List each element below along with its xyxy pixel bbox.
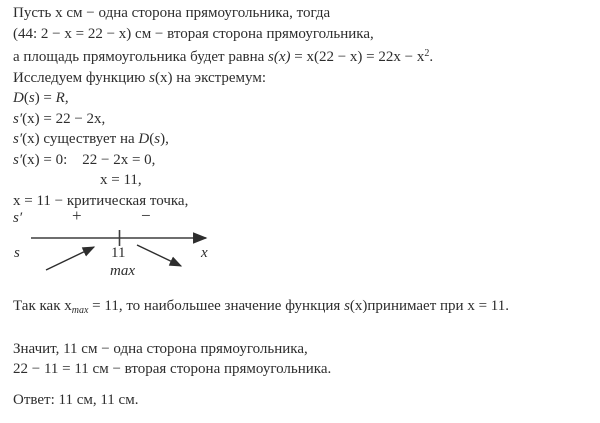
- text-segment: (x)принимает при x = 11.: [349, 298, 509, 314]
- text-line: [13, 359, 509, 380]
- text-line: [13, 170, 433, 191]
- text-segment: 22 − 2x = 0,: [82, 151, 156, 168]
- text-segment: (x) = 0:: [22, 151, 68, 168]
- math-segment: s: [154, 131, 161, 147]
- text-segment: (x) существует на: [22, 131, 139, 147]
- paragraph: [13, 390, 509, 411]
- text-segment: а площадь прямоугольника будет равна: [13, 49, 269, 65]
- math-segment: s: [344, 298, 350, 314]
- text-segment: (: [149, 131, 155, 147]
- text-segment: .: [429, 49, 434, 65]
- text-line: [13, 150, 433, 171]
- decreasing-arrow: [137, 245, 181, 266]
- math-segment: D: [13, 90, 24, 106]
- derivative-row-label: s′: [13, 210, 23, 226]
- text-segment: 22 − 11 = 11 см − вторая сторона прямоугольника.: [13, 361, 332, 377]
- text-segment: ) =: [34, 90, 56, 106]
- text-line: [13, 24, 433, 45]
- function-row-label: s: [14, 245, 20, 261]
- text-line: [13, 68, 433, 89]
- extremum-label: max: [110, 263, 135, 279]
- math-segment: s′: [13, 151, 23, 168]
- conclusion-text: [13, 296, 509, 410]
- text-segment: = x(22 − x) = 22x − x: [290, 49, 425, 65]
- increasing-arrow: [46, 247, 94, 270]
- text-line: [13, 88, 433, 109]
- text-segment: Так как x: [13, 298, 72, 314]
- text-segment: Ответ: 11 см, 11 см.: [13, 391, 139, 408]
- critical-point-value: 11: [111, 245, 126, 261]
- text-line: [13, 129, 433, 150]
- math-segment: s′: [13, 131, 23, 147]
- math-segment: R: [55, 90, 65, 106]
- text-line: [13, 44, 433, 68]
- math-segment: 2: [424, 48, 430, 59]
- math-segment: max: [71, 305, 89, 316]
- text-segment: (44: 2 − x = 22 − x) см − вторая сторона прямоугольника,: [13, 25, 374, 42]
- text-segment: Пусть x см − одна сторона прямоугольника, тогда: [13, 5, 331, 21]
- text-segment: (: [23, 90, 29, 106]
- text-segment: = 11, то наибольшее значение функция: [88, 298, 345, 314]
- math-segment: s: [28, 90, 35, 106]
- text-line: [13, 390, 509, 411]
- text-segment: ,: [64, 90, 69, 106]
- text-segment: [67, 152, 82, 168]
- plus-sign-label: +: [72, 206, 82, 225]
- math-segment: s(x): [268, 49, 291, 65]
- minus-sign-label: −: [141, 206, 151, 225]
- text-segment: (x) на экстремум:: [154, 69, 266, 86]
- text-segment: Значит, 11 см − одна сторона прямоугольника,: [13, 340, 308, 357]
- math-segment: s′: [13, 110, 23, 127]
- sign-chart-diagram: [0, 205, 240, 293]
- text-segment: (x) = 22 − 2x,: [22, 110, 106, 127]
- text-segment: x = 11,: [100, 172, 142, 188]
- axis-variable-label: x: [201, 245, 208, 261]
- paragraph: [13, 339, 509, 380]
- paragraph: [13, 296, 509, 322]
- solution-steps-text: [13, 3, 433, 211]
- text-line: [13, 3, 433, 24]
- text-segment: Исследуем функцию: [13, 69, 150, 86]
- math-segment: D: [138, 131, 150, 147]
- text-line: [13, 296, 509, 322]
- text-line: [13, 339, 509, 360]
- text-line: [13, 109, 433, 130]
- math-segment: s: [149, 69, 155, 86]
- text-segment: x = 11 − критическая точка,: [13, 192, 189, 209]
- text-segment: ),: [160, 131, 169, 147]
